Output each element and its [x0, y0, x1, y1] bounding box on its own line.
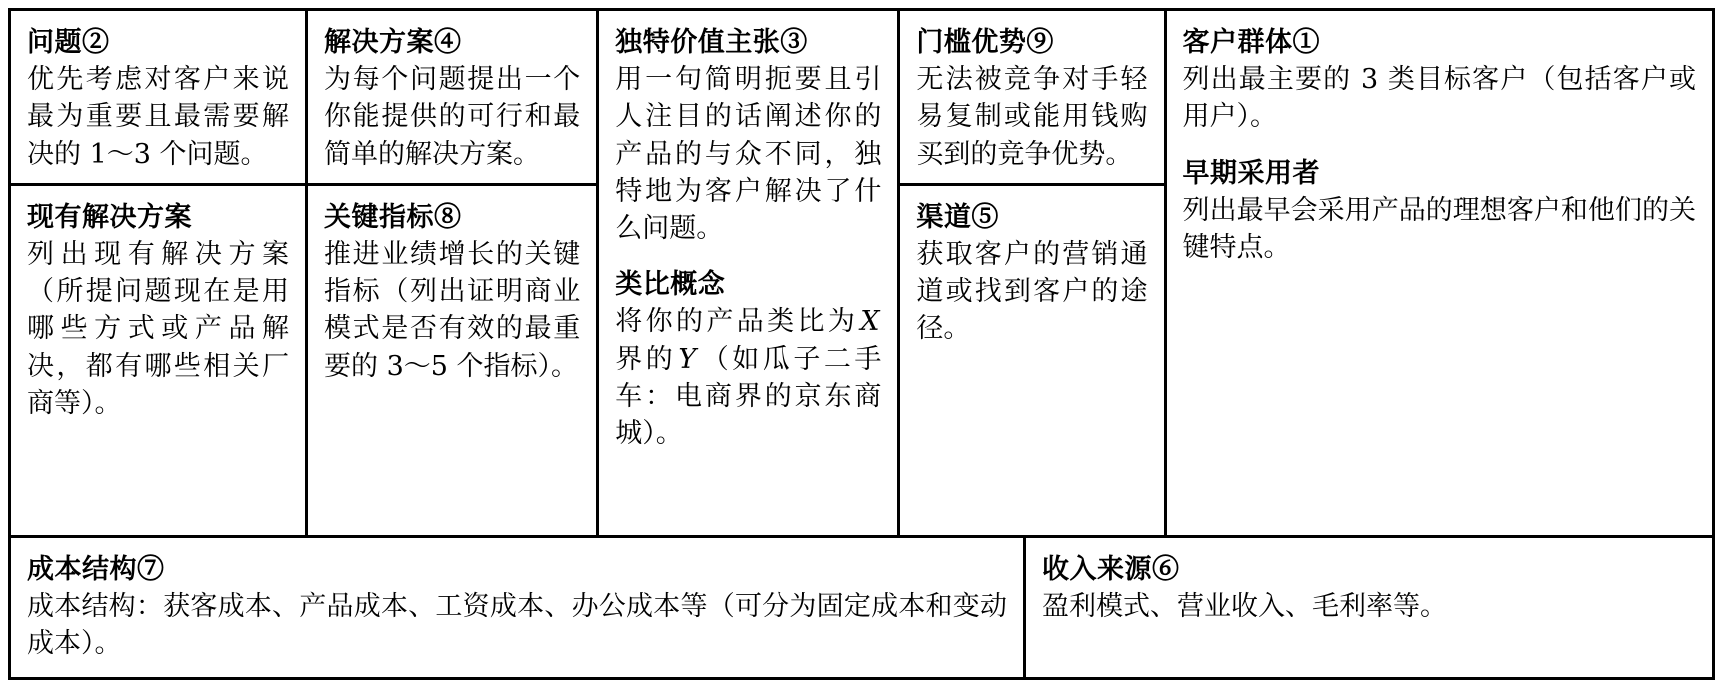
block-key-metrics	[308, 183, 596, 535]
canvas-top-row	[11, 11, 1712, 535]
block-unfair-advantage	[900, 11, 1163, 183]
block-unfair-advantage-title: 门槛优势⑨	[916, 27, 1054, 58]
column-problem	[11, 11, 305, 535]
analogy-text-mid: 界的	[615, 343, 677, 375]
block-revenue-streams-title: 收入来源⑥	[1042, 554, 1180, 585]
block-channels-title: 渠道⑤	[916, 201, 999, 233]
block-early-adopters-title: 早期采用者	[1182, 157, 1321, 189]
column-solution	[305, 11, 596, 535]
block-uvp-body: 用一句简明扼要且引人注目的话阐述你的产品的与众不同，独特地为客户解决了什么问题。	[615, 64, 882, 245]
block-channels-body: 获取客户的营销通道或找到客户的途径。	[916, 238, 1148, 345]
block-problem	[11, 11, 305, 183]
block-solution-title: 解决方案④	[324, 27, 462, 58]
block-uvp	[599, 11, 897, 535]
block-customer-segments-body: 列出最主要的 3 类目标客户（包括客户或用户）。	[1182, 64, 1696, 133]
block-customer-segments-title: 客户群体①	[1182, 27, 1321, 58]
block-revenue-streams-body: 盈利模式、营业收入、毛利率等。	[1042, 591, 1447, 623]
spacer	[615, 247, 881, 267]
block-analogy-title: 类比概念	[615, 269, 726, 301]
block-analogy-body	[615, 303, 881, 452]
block-cost-structure-title: 成本结构⑦	[27, 554, 165, 585]
block-customer-segments	[1167, 11, 1712, 535]
block-key-metrics-body: 推进业绩增长的关键指标（列出证明商业模式是否有效的最重要的 3～5 个指标）。	[324, 238, 581, 382]
block-existing-solution	[11, 183, 305, 535]
canvas-bottom-row	[11, 535, 1712, 677]
block-revenue-streams	[1023, 538, 1712, 677]
block-early-adopters-body: 列出最早会采用产品的理想客户和他们的关键特点。	[1182, 194, 1696, 263]
block-existing-solution-title: 现有解决方案	[27, 201, 192, 233]
block-unfair-advantage-body: 无法被竞争对手轻易复制或能用钱购买到的竞争优势。	[916, 64, 1148, 170]
analogy-text-post: （如瓜子二手车：电商界的京东商城）。	[615, 343, 882, 450]
analogy-text-pre: 将你的产品类比为	[615, 306, 859, 338]
block-key-metrics-title: 关键指标⑧	[324, 201, 462, 233]
column-customer	[1164, 11, 1712, 535]
block-cost-structure	[11, 538, 1023, 677]
block-channels	[900, 183, 1163, 535]
block-cost-structure-body: 成本结构：获客成本、产品成本、工资成本、办公成本等（可分为固定成本和变动成本）。	[27, 591, 1007, 660]
block-problem-title: 问题②	[27, 27, 110, 58]
block-solution-body: 为每个问题提出一个你能提供的可行和最简单的解决方案。	[324, 64, 581, 170]
block-solution	[308, 11, 596, 183]
column-uvp	[596, 11, 897, 535]
analogy-var-x: X	[860, 306, 880, 338]
block-problem-body: 优先考虑对客户来说最为重要且最需要解决的 1～3 个问题。	[27, 64, 290, 170]
column-advantage-channels	[897, 11, 1163, 535]
canvas-grid	[8, 8, 1715, 680]
block-uvp-title: 独特价值主张③	[615, 27, 808, 58]
spacer	[1183, 136, 1696, 156]
block-existing-solution-body: 列出现有解决方案（所提问题现在是用哪些方式或产品解决，都有哪些相关厂商等）。	[27, 238, 290, 419]
analogy-var-y: Y	[678, 343, 697, 375]
